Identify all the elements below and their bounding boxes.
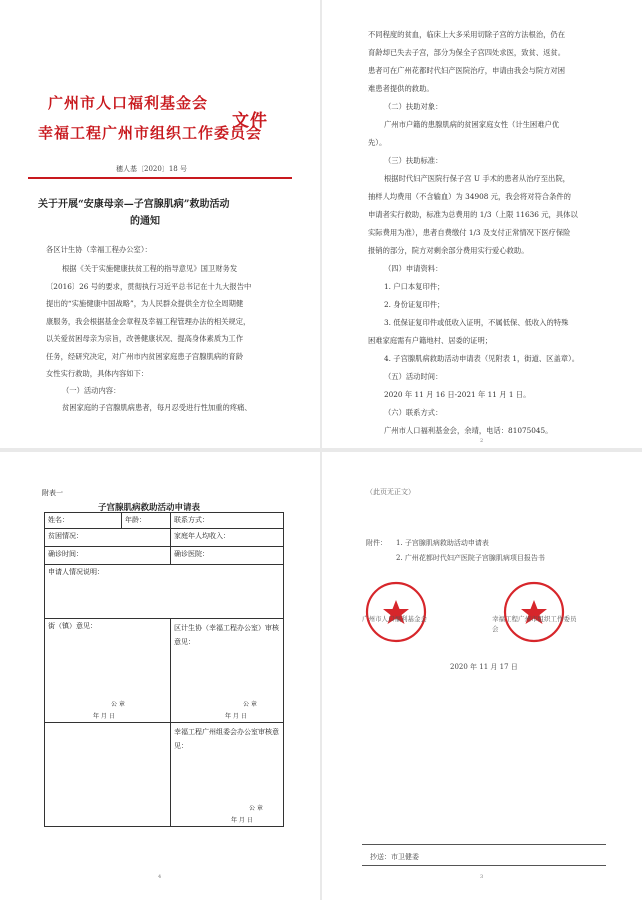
field-label: 姓名： [48,516,69,524]
salutation: 各区计生协（幸福工程办公室）： [46,245,152,254]
date-label: 年 月 日 [225,713,247,720]
empty-cell [45,723,171,827]
paragraph-line: 康服务，我会根据基金会章程及幸福工程管理办法的相关规定， [46,317,251,326]
field-label: 区计生协（幸福工程办公室）审核意见： [174,624,279,646]
section-heading: （四）申请资料： [384,264,443,273]
document-page-1 [0,0,320,448]
list-item: 3. 低保证复印件或低收入证明，不属低保、低收入的特殊 [384,318,569,327]
red-divider [28,177,292,179]
date-label: 年 月 日 [93,713,115,720]
field-label: 申请人情况说明： [48,568,104,576]
section-heading: （一）活动内容： [62,386,121,395]
paragraph-line: 患者可在广州花都时代妇产医院治疗，申请由我会与院方对困 [368,66,566,75]
application-form-table [44,512,284,827]
section-heading: （六）联系方式： [384,408,443,417]
paragraph-line: 2020 年 11 月 16 日-2021 年 11 月 1 日。 [384,390,531,399]
no-body-note: （此页无正文） [366,488,415,496]
paragraph-line: 先）。 [368,138,387,147]
name-cell [45,513,122,529]
attachment-item: 1. 子宫腺肌病救助活动申请表 [396,539,489,547]
paragraph-line: 抽样人均费用（不含输血）为 34908 元，我会将对符合条件的 [368,192,571,201]
section-heading: （五）活动时间： [384,372,443,381]
district-opinion-cell [171,619,284,723]
contact-cell [171,513,284,529]
paragraph-line: 提出的“实施健康中国战略”，为人民群众提供全方位全周期健 [46,299,244,308]
city-opinion-cell [171,723,284,827]
document-page-3 [0,452,320,900]
issuer-org-1: 广州市人口福利基金会 [48,94,209,112]
doc-number: 穗人基〔2020〕18 号 [116,165,187,173]
paragraph-line: 困难家庭需有户籍地村、居委的证明； [368,336,493,345]
form-title: 子宫腺肌病救助活动申请表 [98,503,201,513]
page-number: 2 [480,438,484,444]
list-item: 2. 身份证复印件； [384,300,445,309]
paragraph-line: 育龄却已失去子宫，部分为保全子宫四处求医，致贫、返贫。 [368,48,566,57]
seal-label: 公 章 [243,701,257,708]
section-heading: （三）扶助标准： [384,156,443,165]
attachments-prefix: 附件： [366,539,387,547]
signing-date: 2020 年 11 月 17 日 [450,663,518,671]
section-heading: （二）扶助对象： [384,102,443,111]
poverty-cell [45,529,171,547]
field-label: 确诊时间： [48,550,83,558]
diag-hospital-cell [171,547,284,565]
seal-right-caption: 幸福工程广州市组织工作委员会 [492,615,577,633]
document-page-2 [322,0,642,448]
cc-line: 抄送：市卫健委 [370,853,419,861]
list-item: 4. 子宫腺肌病救助活动申请表（见附表 1，街道、区盖章）。 [384,354,580,363]
field-label: 街（镇）意见： [48,622,97,630]
official-seal-left [364,580,428,644]
field-label: 幸福工程广州组委会办公室审核意见： [174,728,279,750]
field-label: 确诊医院： [174,550,209,558]
diag-time-cell [45,547,171,565]
list-item: 1. 户口本复印件； [384,282,445,291]
paragraph-line: 根据《关于实施健康扶贫工程的指导意见》国卫财务发 [62,264,238,273]
document-page-4 [322,452,642,900]
issuer-org-2: 幸福工程广州市组织工作委员会 [38,124,263,142]
age-cell [122,513,171,529]
seal-label: 公 章 [249,805,263,812]
paragraph-line: 实际费用为准），患者自费缴付 1/3 及支付正常情况下医疗保险 [368,228,571,237]
doc-suffix: 文件 [232,111,268,131]
paragraph-line: 申请者实行救助，标准为总费用的 1/3（上限 11636 元，具体以 [368,210,578,219]
paragraph-line: 报销的部分，院方对剩余部分费用实行爱心救助。 [368,246,529,255]
street-opinion-cell [45,619,171,723]
paragraph-line: 不同程度的贫血，临床上大多采用切除子宫的方法根治，仍在 [368,30,566,39]
income-cell [171,529,284,547]
notice-title-line1: 关于开展“安康母亲—子宫腺肌病”救助活动 [38,199,230,210]
attachment-label: 附表一 [42,489,63,497]
footer-rule [362,844,606,845]
official-seal-right [502,580,566,644]
paragraph-line: 任务，经研究决定，对广州市内贫困家庭患子宫腺肌病的育龄 [46,352,244,361]
date-label: 年 月 日 [231,817,253,824]
field-label: 年龄： [125,516,146,524]
page-number: 4 [158,874,162,880]
attachment-item: 2. 广州花都时代妇产医院子宫腺肌病项目报告书 [396,554,545,562]
seal-label: 公 章 [111,701,125,708]
field-label: 贫困情况： [48,532,83,540]
paragraph-line: 以关爱贫困母亲为宗旨，改善健康状况、提高身体素质为工作 [46,334,244,343]
paragraph-line: 难患者提供的救助。 [368,84,434,93]
applicant-notes-cell [45,565,284,619]
field-label: 联系方式： [174,516,209,524]
paragraph-line: 〔2016〕26 号的要求，贯彻执行习近平总书记在十九大报告中 [46,282,252,291]
field-label: 家庭年人均收入： [174,532,230,540]
paragraph-line: 根据时代妇产医院行保子宫 U 手术的患者从治疗至出院， [384,174,570,183]
page-number: 3 [480,874,484,880]
paragraph-line: 广州市户籍的患腺肌病的贫困家庭女性（计生困难户优 [384,120,560,129]
notice-title-line2: 的通知 [130,216,160,227]
contact-line: 广州市人口福利基金会，余靖，电话：81075045。 [384,426,553,435]
seal-left-caption: 广州市人口福利基金会 [362,615,427,623]
paragraph-line: 女性实行救助，具体内容如下： [46,369,149,378]
footer-rule [362,865,606,866]
paragraph-line: 贫困家庭的子宫腺肌病患者，每月忍受进行性加重的疼痛、 [62,403,252,412]
